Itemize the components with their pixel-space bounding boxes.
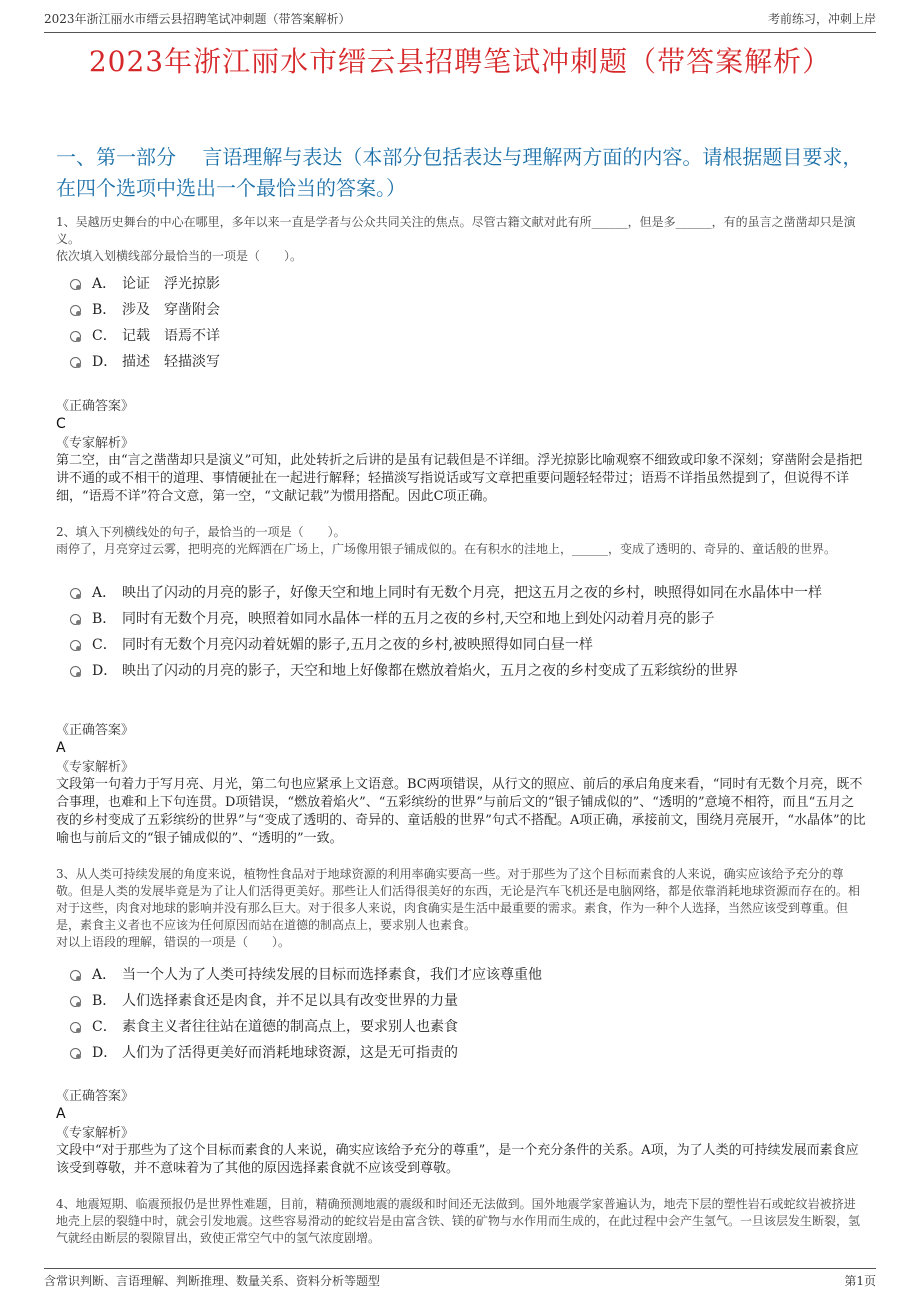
section-heading: 一、第一部分 言语理解与表达（本部分包括表达与理解两方面的内容。请根据题目要求，在四个选项中选出一个最恰当的答案。） (56, 145, 863, 200)
analysis-label: 《专家解析》 (56, 436, 135, 451)
analysis-label: 《专家解析》 (56, 1126, 135, 1141)
question-1-option-c[interactable]: C． 记载 语焉不详 (34, 323, 866, 349)
radio-icon[interactable] (70, 614, 81, 625)
analysis-text: 文段第一句着力于写月亮、月光，第二句也应紧承上文语意。BC两项错误，从行文的照应、前后的承启角度来看，“同时有无数个月亮，既不合事理，也难和上下句连贯。D项错误，“燃放着焰火”、“五彩缤纷的世界”与前后文的“银子铺成似的”、“透明的”意境不相符，而且“五月之夜的乡村变成了五彩缤纷的世界”与“变成了透明的、奇异的、童话般的世界”句式不搭配。A项正确，承接前文，围绕月亮展开，“水晶体”的比喻也与前后文的“银子铺成似的”、“透明的”一致。 (56, 777, 866, 846)
header-doc-title: 2023年浙江丽水市缙云县招聘笔试冲刺题（带答案解析） (44, 12, 351, 26)
question-1-prompt: 依次填入划横线部分最恰当的一项是（ ）。 (56, 249, 303, 263)
question-2-passage: 雨停了，月亮穿过云雾，把明亮的光辉洒在广场上，广场像用银子铺成似的。在有积水的洼地上，______，变成了透明的、奇异的、童话般的世界。 (56, 542, 837, 556)
answer-value: A (56, 740, 66, 756)
question-2-option-c[interactable]: C． 同时有无数个月亮闪动着妩媚的影子,五月之夜的乡村,被映照得如同白昼一样 (34, 632, 866, 658)
question-3-solution (56, 1088, 866, 1178)
question-2 (56, 524, 866, 558)
answer-label: 《正确答案》 (56, 1089, 135, 1104)
question-2-options (56, 580, 866, 684)
answer-label: 《正确答案》 (56, 399, 135, 414)
radio-icon[interactable] (70, 1048, 81, 1059)
header-slogan: 考前练习，冲刺上岸 (767, 12, 876, 26)
analysis-text: 文段中“对于那些为了这个目标而素食的人来说，确实应该给予充分的尊重”，是一个充分条件的关系。A项，为了人类的可持续发展而素食应该受到尊敬，并不意味着为了其他的原因选择素食就不应该受到尊敬。 (56, 1143, 859, 1176)
radio-icon[interactable] (70, 588, 81, 599)
question-1-option-b[interactable]: B． 涉及 穿凿附会 (34, 297, 866, 323)
question-2-option-a[interactable]: A． 映出了闪动的月亮的影子，好像天空和地上同时有无数个月亮，把这五月之夜的乡村，映照得如同在水晶体中一样 (34, 580, 866, 606)
question-3-option-b[interactable]: B． 人们选择素食还是肉食，并不足以具有改变世界的力量 (34, 988, 866, 1014)
question-3-prompt: 对以上语段的理解，错误的一项是（ ）。 (56, 935, 291, 949)
question-1-options (56, 271, 866, 375)
radio-icon[interactable] (70, 279, 81, 290)
radio-icon[interactable] (70, 970, 81, 981)
question-2-option-b[interactable]: B． 同时有无数个月亮，映照着如同水晶体一样的五月之夜的乡村,天空和地上到处闪动着月亮的影子 (34, 606, 866, 632)
question-1-stem: 1、吴越历史舞台的中心在哪里，多年以来一直是学者与公众共同关注的焦点。尽管古籍文献对此有所______，但是多______，有的虽言之凿凿却只是演义。 (56, 215, 856, 246)
answer-value: C (56, 416, 66, 432)
question-3-option-c[interactable]: C． 素食主义者往往站在道德的制高点上，要求别人也素食 (34, 1014, 866, 1040)
question-1 (56, 214, 866, 265)
page-footer (44, 1268, 876, 1289)
question-4-stem: 4、地震短期、临震预报仍是世界性难题，目前，精确预测地震的震级和时间还无法做到。国外地震学家普遍认为，地壳下层的塑性岩石或蛇纹岩被挤进地壳上层的裂缝中时，就会引发地震。这些容易滑动的蛇纹岩是由富含铁、镁的矿物与水作用而生成的，在此过程中会产生氢气。一旦该层发生断裂，氢气就经由断层的裂隙冒出，致使正常空气中的氢气浓度剧增。 (56, 1197, 861, 1245)
page-number: 第1页 (844, 1274, 876, 1288)
question-2-option-d[interactable]: D． 映出了闪动的月亮的影子，天空和地上好像都在燃放着焰火，五月之夜的乡村变成了五彩缤纷的世界 (34, 658, 866, 684)
question-1-option-d[interactable]: D． 描述 轻描淡写 (34, 349, 866, 375)
radio-icon[interactable] (70, 666, 81, 677)
question-3-options (56, 962, 866, 1066)
answer-value: A (56, 1106, 66, 1122)
question-3-stem: 3、从人类可持续发展的角度来说，植物性食品对于地球资源的利用率确实要高一些。对于那些为了这个目标而素食的人来说，确实应该给予充分的尊敬。但是人类的发展毕竟是为了让人们活得更美好。那些让人们活得很美好的东西，无论是汽车飞机还是电脑网络，都是依靠消耗地球资源而存在的。相对于这些，肉食对地球的影响并没有那么巨大。对于很多人来说，肉食确实是生活中最重要的需求。素食，作为一种个人选择，当然应该受到尊重。但是，素食主义者也不应该为任何原因而站在道德的制高点上，要求别人也素食。 (56, 867, 861, 932)
page-header (44, 10, 876, 33)
question-3-option-d[interactable]: D． 人们为了活得更美好而消耗地球资源，这是无可指责的 (34, 1040, 866, 1066)
radio-icon[interactable] (70, 640, 81, 651)
radio-icon[interactable] (70, 1022, 81, 1033)
radio-icon[interactable] (70, 357, 81, 368)
document-title: 2023年浙江丽水市缙云县招聘笔试冲刺题（带答案解析） (88, 45, 832, 78)
analysis-text: 第二空，由“言之凿凿却只是演义”可知，此处转折之后讲的是虽有记载但是不详细。浮光掠影比喻观察不细致或印象不深刻；穿凿附会是指把讲不通的或不相干的道理、事情硬扯在一起进行解释；轻描淡写指说话或写文章把重要问题轻轻带过；语焉不详指虽然提到了，但说得不详细，“语焉不详”符合文意，第一空，“文献记载”为惯用搭配。因此C项正确。 (56, 453, 863, 504)
question-1-option-a[interactable]: A． 论证 浮光掠影 (34, 271, 866, 297)
question-3 (56, 866, 866, 951)
answer-label: 《正确答案》 (56, 723, 135, 738)
analysis-label: 《专家解析》 (56, 760, 135, 775)
question-2-solution (56, 722, 866, 848)
question-2-stem: 2、填入下列横线处的句子，最恰当的一项是（ ）。 (56, 525, 346, 539)
question-4 (56, 1196, 866, 1247)
footer-note: 含常识判断、言语理解、判断推理、数量关系、资料分析等题型 (44, 1274, 381, 1288)
radio-icon[interactable] (70, 305, 81, 316)
radio-icon[interactable] (70, 331, 81, 342)
question-3-option-a[interactable]: A． 当一个人为了人类可持续发展的目标而选择素食，我们才应该尊重他 (34, 962, 866, 988)
question-1-solution (56, 398, 866, 506)
radio-icon[interactable] (70, 996, 81, 1007)
